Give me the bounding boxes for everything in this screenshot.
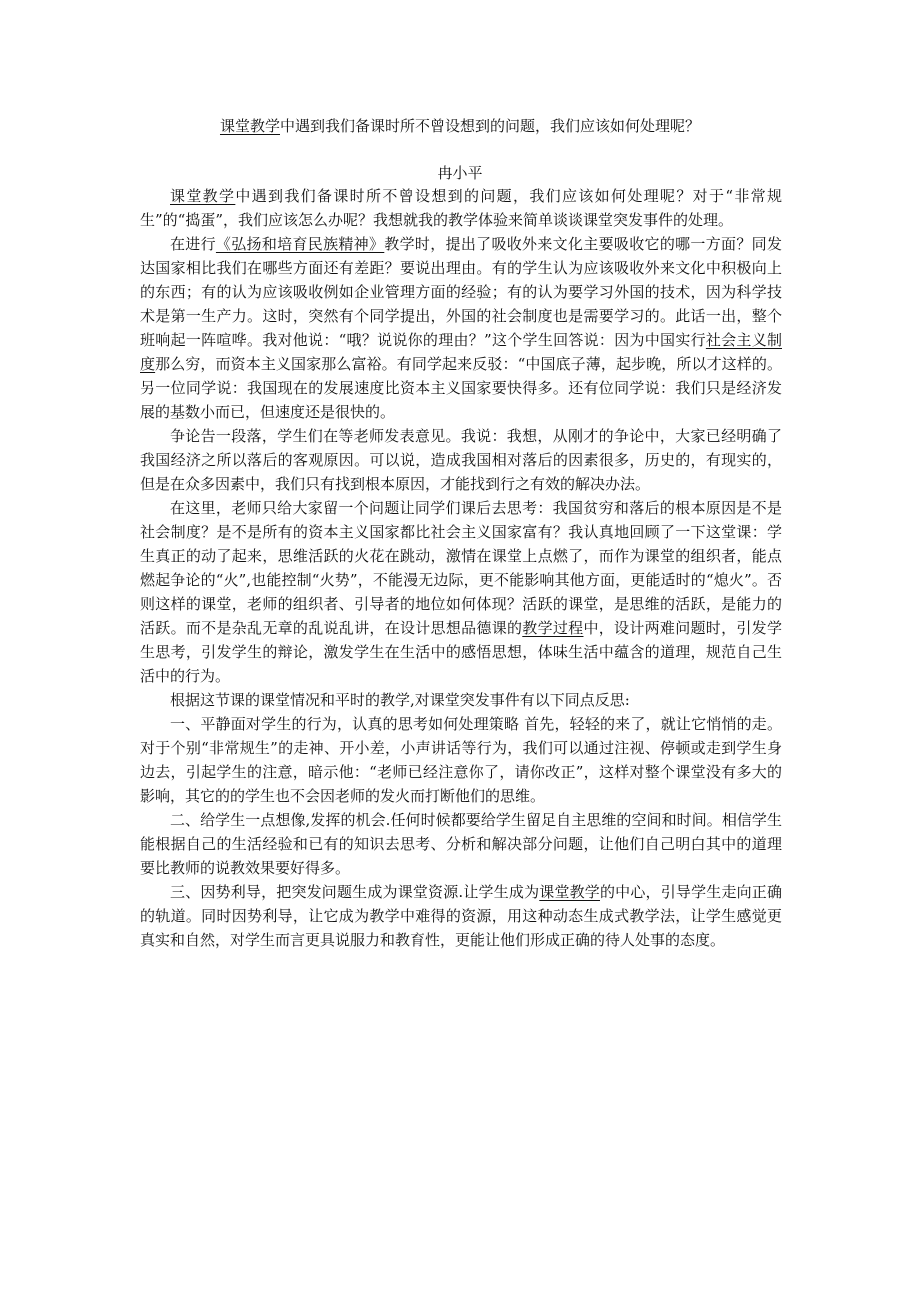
inline-link[interactable]: 《弘扬和培育民族精神》 (215, 235, 385, 253)
title-text: 中遇到我们备课时所不曾设想到的问题，我们应该如何处理呢？ (280, 117, 701, 135)
title-link-classroom-teaching[interactable]: 课堂教学 (219, 117, 280, 135)
paragraph-text: 二、给学生一点想像,发挥的机会.任何时候都要给学生留足自主思维的空间和时间。相信学生能根据自己的生活经验和已有的知识去思考、分析和解决部分问题，让他们自己明白其中的道理要比教师的说教效果要好得多。 (140, 811, 782, 877)
paragraph-text: 在这里，老师只给大家留一个问题让同学们课后去思考：我国贫穷和落后的根本原因是不是社会制度？是不是所有的资本主义国家都比社会主义国家富有？我认真地回顾了一下这堂课：学生真正的动了起来，思维活跃的火花在跳动，激情在课堂上点燃了，而作为课堂的组织者，能点燃起争论的“火”,也能控制“火势”，不能漫无边际，更不能影响其他方面，更能适时的“熄火”。否则这样的课堂，老师的组织者、引导者的地位如何体现？活跃的课堂，是思维的活跃，是能力的活跃。而不是杂乱无章的乱说乱讲，在设计思想品德课的 (140, 499, 782, 637)
paragraph-text: 中遇到我们备课时所不曾设想到的问题，我们应该如何处理呢？对于“非常规生”的“捣蛋”，我们应该怎么办呢？我想就我的教学体验来简单谈谈课堂突发事件的处理。 (140, 187, 782, 229)
paragraph-text: 那么穷，而资本主义国家那么富裕。有同学起来反驳：“中国底子薄，起步晚，所以才这样的。另一位同学说：我国现在的发展速度比资本主义国家要快得多。还有位同学说：我们只是经济发展的基数小而已，但速度还是很快的。 (140, 355, 782, 421)
inline-link[interactable]: 课堂教学 (539, 883, 600, 901)
paragraph-text: 在进行 (170, 235, 216, 253)
paragraph-text: 教学时，提出了吸收外来文化主要吸收它的哪一方面？同发达国家相比我们在哪些方面还有差距？要说出理由。有的学生认为应该吸收外来文化中积极向上的东西；有的认为应该吸收例如企业管理方面的经验；有的认为要学习外国的技术，因为科学技术是第一生产力。这时，突然有个同学提出，外国的社会制度也是需要学习的。此话一出，整个班响起一阵喧哗。我对他说：“哦？说说你的理由？”这个学生回答说：因为中国实行 (140, 235, 782, 349)
paragraph (140, 880, 782, 952)
article-body (140, 184, 782, 952)
paragraph-text: 根据这节课的课堂情况和平时的教学,对课堂突发事件有以下同点反思: (170, 691, 630, 709)
author-name: 冉小平 (437, 164, 483, 182)
inline-link[interactable]: 课堂教学 (170, 187, 236, 205)
paragraph (140, 808, 782, 880)
paragraph-text: 一、平静面对学生的行为，认真的思考如何处理策略 首先，轻轻的来了，就让它悄悄的走。对于个别“非常规生”的走神、开小差，小声讲话等行为，我们可以通过注视、停顿或走到学生身边去，引起学生的注意，暗示他：“老师已经注意你了，请你改正”，这样对整个课堂没有多大的影响，其它的的学生也不会因老师的发火而打断他们的思维。 (140, 715, 782, 805)
paragraph (140, 232, 782, 424)
paragraph (140, 688, 782, 712)
inline-link[interactable]: 教学过程 (522, 619, 584, 637)
paragraph-text: 三、因势利导，把突发问题生成为课堂资源.让学生成为 (170, 883, 540, 901)
paragraph-text: 的中心，引导学生走向正确的轨道。同时因势利导，让它成为教学中难得的资源，用这种动态生成式教学法，让学生感觉更真实和自然，对学生而言更具说服力和教育性，更能让他们形成正确的待人处事的态度。 (140, 883, 782, 949)
paragraph (140, 712, 782, 808)
document-title (140, 114, 780, 138)
paragraph-text: 争论告一段落，学生们在等老师发表意见。我说：我想，从刚才的争论中，大家已经明确了我国经济之所以落后的客观原因。可以说，造成我国相对落后的因素很多，历史的，有现实的，但是在众多因素中，我们只有找到根本原因，才能找到行之有效的解决办法。 (140, 427, 782, 493)
paragraph (140, 184, 782, 232)
paragraph (140, 496, 782, 688)
inline-link[interactable]: 社会主义制度 (140, 331, 782, 373)
paragraph-text: 中，设计两难问题时，引发学生思考，引发学生的辩论，激发学生在生活中的感悟思想，体味生活中蕴含的道理，规范自己生活中的行为。 (140, 619, 782, 685)
paragraph (140, 424, 782, 496)
